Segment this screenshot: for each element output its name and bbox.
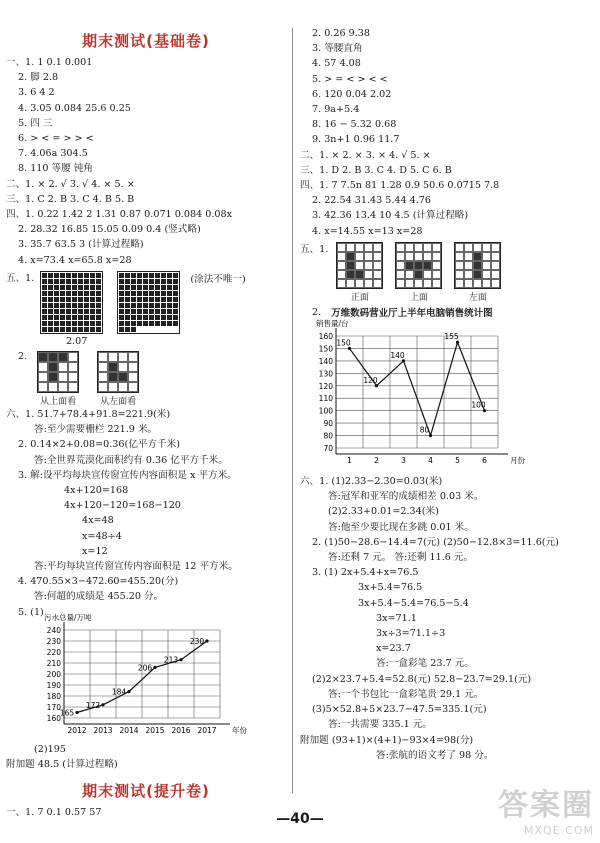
answer-line: 二、1. × 2. × 3. × 4. √ 5. ×	[300, 149, 431, 161]
x-tick-label: 3	[401, 456, 406, 466]
data-point	[179, 658, 182, 661]
answer-line: 答:至少需要栅栏 221.9 米。	[34, 424, 158, 436]
x-tick-label: 2	[374, 456, 379, 466]
chart-title: 万维数码营业厅上半年电脑销售统计图	[331, 307, 493, 319]
watermark-url: MXQE.COM	[524, 824, 594, 837]
page-number: —40—	[276, 811, 324, 827]
view-top	[37, 351, 79, 407]
x-tick-label: 5	[455, 456, 460, 466]
data-point	[127, 690, 130, 693]
y-tick-label: 200	[46, 669, 61, 679]
watermark-logo	[498, 780, 594, 837]
answer-line: 答:他至少要比现在多跳 0.01 米。	[328, 521, 474, 533]
data-label: 230	[189, 636, 205, 646]
answer-line: 9. 3n+1 0.96 11.7	[312, 134, 400, 146]
x-tick-label: 2013	[93, 725, 113, 735]
x-tick-label: 2014	[119, 725, 139, 735]
answer-line: 五、1.	[6, 272, 35, 284]
column-divider	[292, 28, 293, 793]
answer-line: 4x+120=168	[64, 485, 129, 497]
answer-line: x=48÷4	[82, 530, 122, 542]
y-tick-label: 120	[318, 381, 333, 391]
answer-line: 3. 35.7 63.5 3 (计算过程略)	[18, 239, 144, 251]
line-chart-sewage	[24, 612, 264, 738]
data-label: 172	[85, 700, 101, 710]
x-tick-label: 2015	[145, 725, 165, 735]
answer-line: 答:一个书包比一盒彩笔贵 29.1 元。	[328, 688, 484, 700]
data-label: 206	[137, 663, 153, 673]
answer-line: 2. 0.26 9.38	[312, 28, 370, 39]
answer-line: 3. 等腰直角	[312, 43, 363, 55]
answer-line: (3)5×52.8+5×23.7−47.5=335.1(元)	[312, 704, 487, 716]
answer-line: 2. 0.14×2+0.08=0.36(亿平方千米)	[18, 439, 180, 451]
answer-line: 答:平均每块宣传窗宣传内容面积是 12 平方米。	[34, 561, 238, 573]
answer-line: 3x+5.4=76.5	[358, 582, 423, 594]
data-label: 150	[336, 338, 351, 348]
answer-line: 3. 6 4 2	[18, 87, 55, 99]
data-label: 155	[444, 332, 459, 342]
view-grid	[395, 242, 442, 289]
y-tick-label: 110	[318, 394, 333, 404]
answer-line: 6. > < = > > <	[18, 133, 94, 145]
answer-line: 3x+5.4−5.4=76.5−5.4	[358, 597, 469, 609]
view-label: 正面	[350, 292, 369, 303]
answer-line: 答:一共需要 335.1 元。	[328, 719, 432, 731]
section-title-advanced: 期末测试(提升卷)	[82, 782, 210, 801]
view-label: 左面	[468, 292, 487, 303]
data-point	[101, 703, 104, 706]
answer-line: 答:冠军和亚军的成绩相差 0.03 米。	[328, 491, 484, 503]
answer-line: x=12	[82, 545, 108, 557]
answer-line: 三、1. C 2. B 3. C 4. B 5. B	[6, 193, 135, 205]
answer-line: 8. 110 等腰 钝角	[18, 163, 93, 175]
y-tick-label: 130	[318, 369, 333, 379]
y-tick-label: 170	[46, 702, 61, 712]
answer-line: 3x=71.1	[376, 612, 417, 624]
x-axis-label: 年份	[232, 725, 247, 735]
data-point	[429, 434, 432, 437]
view-left	[97, 351, 139, 407]
answer-line: 四、1. 0.22 1.42 2 1.31 0.87 0.071 0.084 0.08x	[6, 209, 232, 221]
y-tick-label: 210	[46, 658, 61, 668]
shaded-grid-b	[117, 271, 180, 334]
y-tick-label: 190	[46, 680, 61, 690]
view-above	[395, 242, 442, 303]
answer-line: 8. 16 − 5.32 0.68	[312, 119, 397, 131]
answer-line: 4. 3.05 0.084 25.6 0.25	[18, 102, 131, 114]
y-tick-label: 100	[318, 406, 333, 416]
answer-line: 一、1. 7 0.1 0.57 57	[6, 807, 102, 819]
answer-line: 3. 42.36 13.4 10 4.5 (计算过程略)	[312, 210, 469, 222]
section-title-basic: 期末测试(基础卷)	[82, 32, 210, 50]
answer-line: 4x+120−120=168−120	[64, 500, 181, 512]
answer-line: 7. 9a+5.4	[312, 104, 360, 116]
view-left-side	[454, 242, 501, 303]
answer-line: 4. 470.55×3−472.60=455.20(分)	[18, 576, 179, 588]
x-axis-label: 月份	[510, 456, 525, 466]
data-label: 140	[390, 350, 405, 360]
left-column	[6, 22, 286, 821]
data-label: 213	[163, 655, 179, 665]
x-tick-label: 2012	[67, 725, 87, 735]
view-label: 上面	[409, 292, 428, 303]
data-label: 120	[363, 375, 378, 385]
answer-line: 二、1. × 2. √ 3. √ 4. × 5. ×	[6, 178, 135, 190]
shaded-grid-a	[40, 271, 103, 334]
y-tick-label: 80	[323, 431, 333, 441]
answer-line: 2. (1)50−28.6−14.4=7(元) (2)50−12.8×3=11.6(元)	[312, 536, 559, 548]
line-chart-sales	[304, 319, 525, 470]
data-point	[75, 711, 78, 714]
answer-line: 2.	[312, 306, 322, 318]
answer-line: 5. > = < > < <	[312, 73, 388, 85]
x-tick-label: 4	[428, 456, 433, 466]
view-grid	[336, 242, 383, 289]
answer-line: 答:还剩 7 元。 答:还剩 11.6 元。	[328, 552, 474, 564]
view-grid	[37, 351, 79, 393]
view-label: 从上面看	[40, 397, 77, 408]
y-axis-label: 污水总量/万吨	[44, 612, 92, 622]
data-label: 184	[111, 687, 127, 697]
right-column	[300, 26, 594, 763]
answer-line: 3. (1) 2x+5.4+x=76.5	[312, 567, 419, 579]
answer-line: 六、1. 51.7+78.4+91.8=221.9(米)	[6, 409, 171, 421]
y-tick-label: 70	[323, 444, 333, 454]
watermark-text: 答案圈	[498, 788, 594, 823]
y-tick-label: 220	[46, 647, 61, 657]
answer-line: 3x÷3=71.1÷3	[376, 628, 446, 640]
y-tick-label: 140	[318, 356, 333, 366]
answer-line: x=23.7	[376, 643, 411, 655]
answer-line: 7. 4.06a 304.5	[18, 148, 88, 160]
view-grid	[97, 351, 139, 393]
answer-line: 2. 脚 2.8	[18, 72, 59, 84]
answer-line: 2. 28.32 16.85 15.05 0.09 0.4 (竖式略)	[18, 224, 201, 236]
view-grid	[454, 242, 501, 289]
answer-line: 4x=48	[82, 515, 114, 527]
y-tick-label: 90	[323, 419, 333, 429]
y-tick-label: 160	[46, 713, 61, 723]
answer-line: 4. 57 4.08	[312, 58, 361, 70]
answer-line: 答:何超的成绩是 455.20 分。	[34, 591, 164, 603]
data-label: 80	[419, 425, 430, 435]
answer-line: 2. 22.54 31.43 5.44 4.76	[312, 195, 432, 207]
y-tick-label: 180	[46, 691, 61, 701]
answer-line: (2)195	[34, 743, 66, 755]
answer-line: 答:全世界荒漠化面积约有 0.36 亿平方千米。	[34, 454, 228, 466]
x-tick-label: 2017	[197, 725, 217, 735]
data-point	[153, 666, 156, 669]
answer-line: 一、1. 1 0.1 0.001	[6, 57, 93, 68]
answer-line: 4. x=14.55 x=13 x=28	[312, 225, 423, 237]
answer-line: (2)2.33+0.01=2.34(米)	[328, 506, 439, 518]
answer-line: 答:一盒彩笔 23.7 元。	[376, 658, 474, 670]
y-tick-label: 150	[318, 344, 333, 354]
answer-line: 5. (1)	[18, 606, 44, 618]
answer-line: 附加题 48.5 (计算过程略)	[6, 759, 118, 771]
answer-line: 六、1. (1)2.33−2.30=0.03(米)	[300, 476, 443, 488]
y-tick-label: 160	[318, 332, 333, 342]
data-label: 100	[471, 400, 486, 410]
answer-line: 答:张航的语文考了 98 分。	[376, 749, 494, 761]
y-tick-label: 230	[46, 636, 61, 646]
answer-line: 三、1. D 2. B 3. C 4. D 5. C 6. B	[300, 164, 452, 176]
data-label: 165	[59, 708, 75, 718]
note-text: (涂法不唯一)	[190, 273, 246, 285]
answer-line: 附加题 (93+1)×(4+1)−93×4=98(分)	[300, 734, 474, 746]
answer-line: 2.	[18, 351, 28, 363]
chart-sales	[304, 320, 594, 474]
data-point	[205, 639, 208, 642]
x-tick-label: 2016	[171, 725, 191, 735]
y-tick-label: 240	[46, 625, 61, 635]
y-axis-label: 销售量/台	[316, 319, 349, 329]
chart-sewage	[24, 612, 286, 742]
answer-line: 3. 解:设平均每块宣传窗宣传内容面积是 x 平方米。	[18, 469, 237, 481]
answer-line: 2.07	[66, 335, 88, 347]
answer-line: 5. 四 三	[18, 117, 53, 129]
answer-line: 4. x=73.4 x=65.8 x=28	[18, 254, 132, 266]
answer-line: (2)2×23.7+5.4=52.8(元) 52.8−23.7=29.1(元)	[312, 673, 532, 685]
answer-line: 6. 120 0.04 2.02	[312, 88, 392, 100]
x-tick-label: 1	[347, 456, 352, 466]
answer-line: 四、1. 7 7.5n 81 1.28 0.9 50.6 0.0715 7.8	[300, 180, 500, 192]
answer-line: 五、1.	[300, 243, 329, 255]
x-tick-label: 6	[482, 456, 487, 466]
view-front	[336, 242, 383, 303]
view-label: 从左面看	[100, 397, 137, 408]
